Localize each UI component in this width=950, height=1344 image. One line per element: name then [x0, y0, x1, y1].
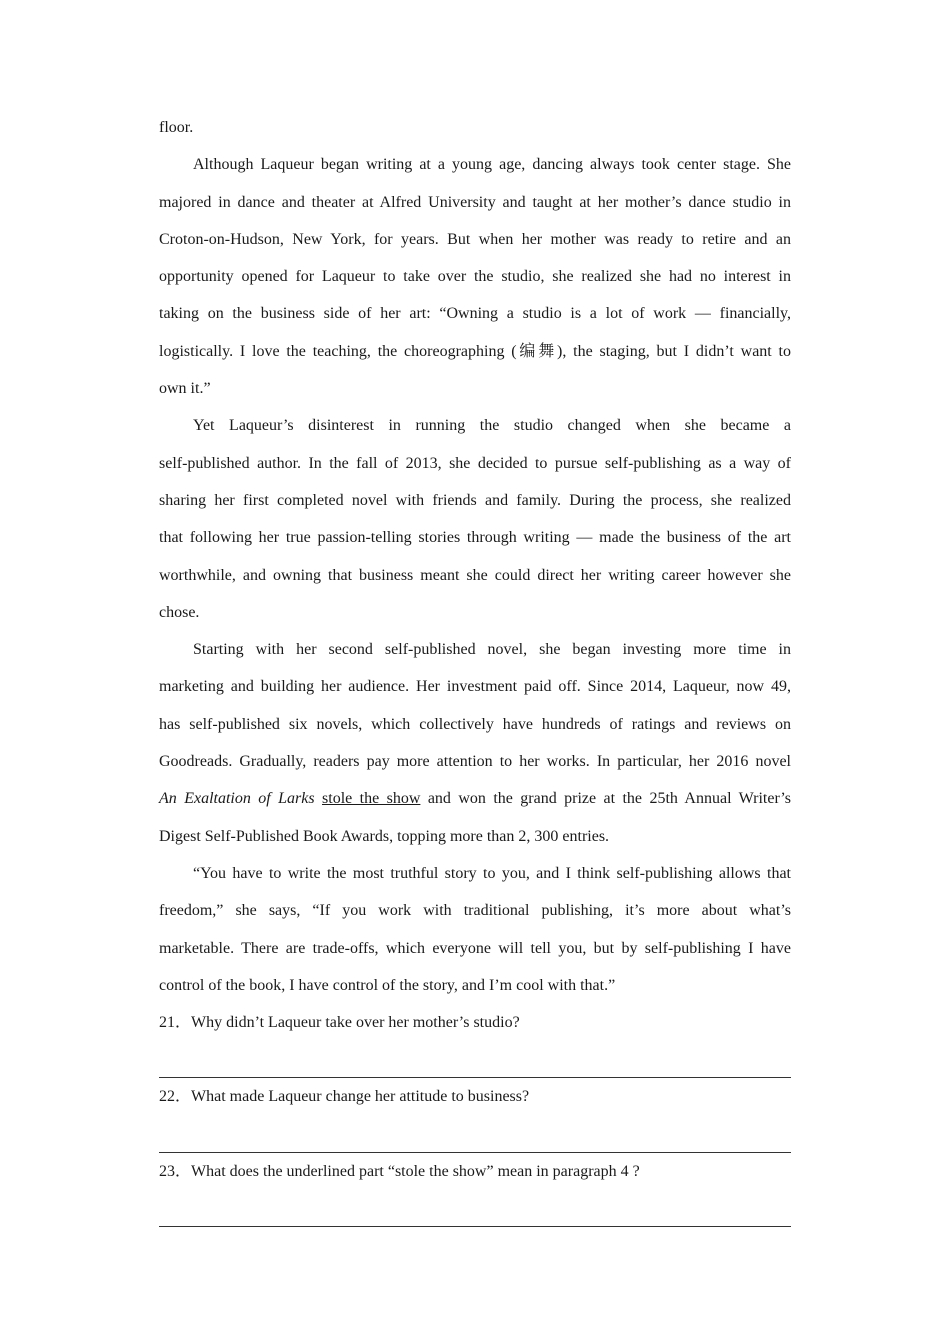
- paragraph-2: [159, 407, 791, 631]
- text-line: sharing her first completed novel with friends and family. During the process, she realized: [159, 491, 791, 509]
- text-line: “You have to write the most truthful story to you, and I think self-publishing allows that: [193, 864, 791, 882]
- question-22: [159, 1078, 791, 1152]
- question-prompt: Why didn’t Laqueur take over her mother’s studio?: [191, 1014, 520, 1032]
- question-prompt: What made Laqueur change her attitude to business?: [191, 1088, 530, 1106]
- question-number: 23．: [159, 1162, 192, 1180]
- text-line: Although Laqueur began writing at a young age, dancing always took center stage. She: [193, 156, 791, 174]
- question-text: [159, 1078, 791, 1115]
- paragraph-4: [159, 855, 791, 1004]
- text-line: that following her true passion-telling stories through writing — made the business of the art: [159, 529, 791, 547]
- answer-line[interactable]: [159, 1041, 791, 1078]
- text-line: marketable. There are trade-offs, which everyone will tell you, but by self-publishing I have: [159, 939, 791, 957]
- paragraph-continued: [159, 109, 791, 146]
- text-line: worthwhile, and owning that business meant she could direct her writing career however she: [159, 566, 791, 584]
- question-21: [159, 1004, 791, 1078]
- text-line: control of the book, I have control of the story, and I’m cool with that.”: [159, 976, 616, 994]
- question-number: 21．: [159, 1014, 192, 1032]
- text-line: floor.: [159, 119, 194, 136]
- underlined-phrase: stole the show: [322, 790, 421, 808]
- novel-title: An Exaltation of Larks: [159, 790, 315, 808]
- text-line: self-published author. In the fall of 2013, she decided to pursue self-publishing as a way of: [159, 454, 791, 472]
- exam-page: [159, 109, 791, 1227]
- text-line: Goodreads. Gradually, readers pay more attention to her works. In particular, her 2016 novel: [159, 753, 791, 771]
- answer-line[interactable]: [159, 1116, 791, 1153]
- text-line: taking on the business side of her art: “Owning a studio is a lot of work — financially,: [159, 305, 791, 323]
- text-fragment: and won the grand prize at the 25th Annual Writer’s: [427, 790, 792, 808]
- paragraph-3: [159, 631, 791, 855]
- text-line: freedom,” she says, “If you work with traditional publishing, it’s more about what’s: [159, 902, 791, 920]
- text-line: Croton-on-Hudson, New York, for years. But when her mother was ready to retire and an: [159, 230, 791, 248]
- paragraph-1: [159, 146, 791, 407]
- answer-line[interactable]: [159, 1190, 791, 1227]
- text-line: [159, 780, 791, 817]
- text-line: logistically. I love the teaching, the choreographing (编舞), the staging, but I didn’t want to: [159, 342, 791, 360]
- text-line: own it.”: [159, 380, 211, 398]
- question-text: [159, 1004, 791, 1041]
- text-line: marketing and building her audience. Her investment paid off. Since 2014, Laqueur, now 49,: [159, 678, 791, 696]
- text-line: has self-published six novels, which collectively have hundreds of ratings and reviews on: [159, 715, 791, 733]
- text-line: chose.: [159, 603, 200, 621]
- text-line: opportunity opened for Laqueur to take over the studio, she realized she had no interest in: [159, 268, 791, 286]
- question-text: [159, 1153, 791, 1190]
- question-number: 22．: [159, 1088, 192, 1106]
- text-line: Yet Laqueur’s disinterest in running the studio changed when she became a: [193, 417, 791, 435]
- text-line: Digest Self-Published Book Awards, topping more than 2, 300 entries.: [159, 827, 610, 845]
- question-23: [159, 1153, 791, 1227]
- question-prompt: What does the underlined part “stole the show” mean in paragraph 4 ?: [191, 1162, 640, 1180]
- text-line: Starting with her second self-published novel, she began investing more time in: [193, 641, 791, 659]
- text-line: majored in dance and theater at Alfred University and taught at her mother’s dance studio in: [159, 193, 791, 211]
